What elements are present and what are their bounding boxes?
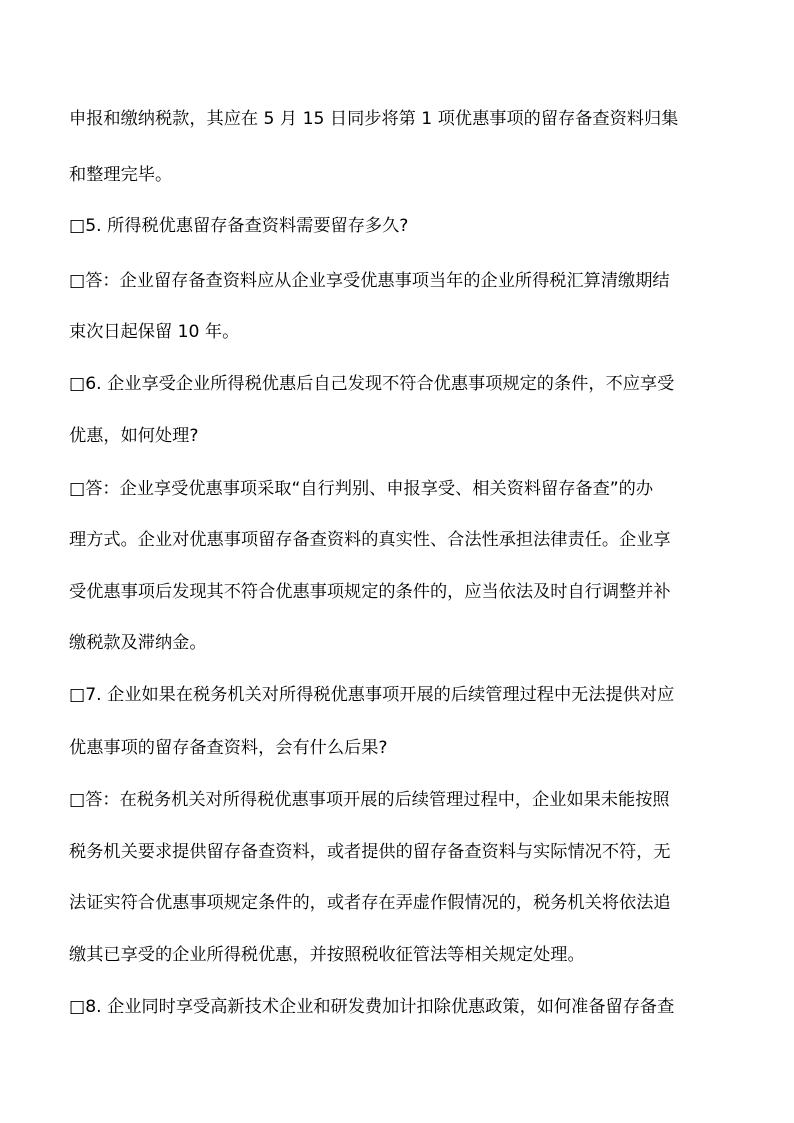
text-line: 缴其已享受的企业所得税优惠，并按照税收征管法等相关规定处理。	[69, 945, 585, 965]
question-heading: □7. 企业如果在税务机关对所得税优惠事项开展的后续管理过程中无法提供对应	[69, 685, 675, 705]
question-heading: □5. 所得税优惠留存备查资料需要留存多久?	[69, 216, 409, 236]
answer-line: □答：在税务机关对所得税优惠事项开展的后续管理过程中，企业如果未能按照	[69, 790, 670, 810]
text-line: 缴税款及滞纳金。	[69, 633, 207, 653]
text-line: 束次日起保留 10 年。	[69, 322, 240, 342]
text-line: 优惠事项的留存备查资料，会有什么后果?	[69, 738, 388, 758]
text-line: 理方式。企业对优惠事项留存备查资料的真实性、合法性承担法律责任。企业享	[69, 530, 671, 550]
answer-line: □答：企业留存备查资料应从企业享受优惠事项当年的企业所得税汇算清缴期结	[69, 271, 670, 291]
answer-line: □答：企业享受优惠事项采取“自行判别、申报享受、相关资料留存备查”的办	[69, 479, 654, 499]
question-heading: □8. 企业同时享受高新技术企业和研发费加计扣除优惠政策，如何准备留存备查	[69, 997, 675, 1017]
text-line: 申报和缴纳税款，其应在 5 月 15 日同步将第 1 项优惠事项的留存备查资料归集	[69, 109, 679, 129]
text-line: 税务机关要求提供留存备查资料，或者提供的留存备查资料与实际情况不符，无	[69, 842, 671, 862]
text-line: 法证实符合优惠事项规定条件的，或者存在弄虚作假情况的，税务机关将依法追	[69, 893, 671, 913]
text-line: 和整理完毕。	[69, 165, 173, 185]
text-line: 受优惠事项后发现其不符合优惠事项规定的条件的，应当依法及时自行调整并补	[69, 582, 671, 602]
question-heading: □6. 企业享受企业所得税优惠后自己发现不符合优惠事项规定的条件，不应享受	[69, 374, 675, 394]
text-line: 优惠，如何处理?	[69, 426, 199, 446]
